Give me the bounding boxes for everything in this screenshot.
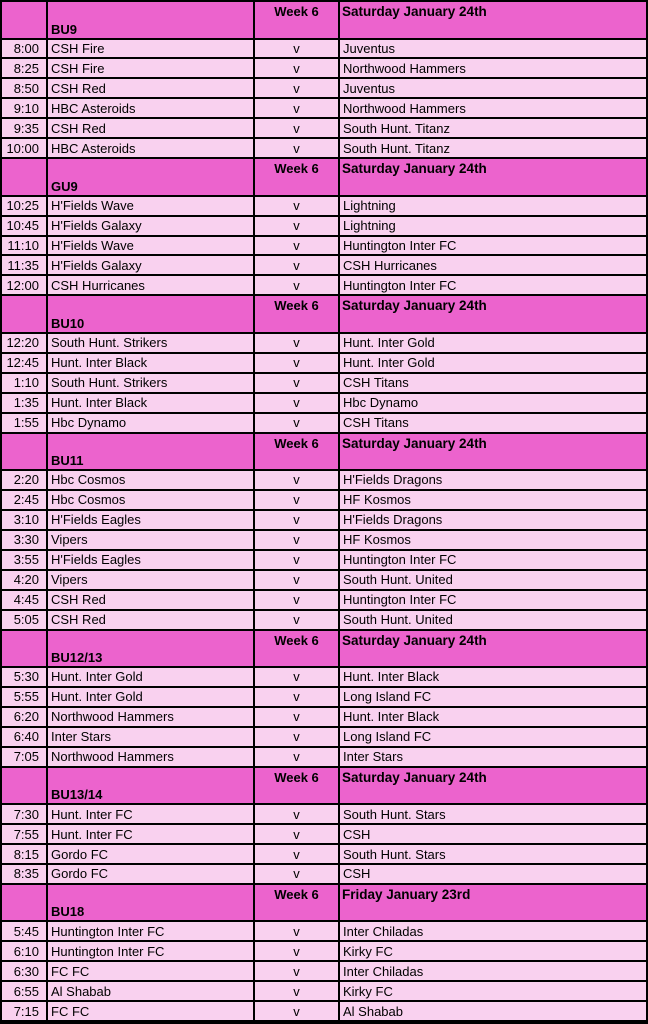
section-header-row xyxy=(2,631,646,669)
match-row xyxy=(2,354,646,374)
schedule-section xyxy=(2,2,646,159)
versus-label: v xyxy=(255,237,340,255)
match-row xyxy=(2,197,646,217)
schedule-section xyxy=(2,434,646,631)
header-empty-cell xyxy=(2,631,48,667)
home-team: FC FC xyxy=(48,962,255,980)
match-row xyxy=(2,139,646,159)
date-label: Friday January 23rd xyxy=(342,886,471,902)
versus-label: v xyxy=(255,571,340,589)
away-team: CSH xyxy=(343,826,371,842)
match-time: 7:05 xyxy=(2,748,48,766)
versus-label: v xyxy=(255,119,340,137)
week-label: Week 6 xyxy=(255,434,340,470)
match-row xyxy=(2,865,646,885)
versus-label: v xyxy=(255,354,340,372)
versus-label: v xyxy=(255,374,340,392)
away-team: CSH Titans xyxy=(343,375,409,391)
match-time: 5:05 xyxy=(2,611,48,629)
home-team: South Hunt. Strikers xyxy=(48,334,255,352)
away-team: Hunt. Inter Gold xyxy=(343,355,435,371)
versus-label: v xyxy=(255,79,340,97)
date-label: Saturday January 24th xyxy=(342,632,487,648)
match-time: 2:20 xyxy=(2,471,48,489)
versus-label: v xyxy=(255,611,340,629)
versus-label: v xyxy=(255,197,340,215)
match-row xyxy=(2,825,646,845)
away-team: South Hunt. United xyxy=(343,572,453,588)
match-row xyxy=(2,59,646,79)
match-row xyxy=(2,40,646,60)
versus-label: v xyxy=(255,99,340,117)
group-label: BU13/14 xyxy=(48,768,255,804)
group-label: BU18 xyxy=(48,885,255,921)
away-team: Lightning xyxy=(343,198,396,214)
match-time: 4:20 xyxy=(2,571,48,589)
away-team: HF Kosmos xyxy=(343,532,411,548)
home-team: Inter Stars xyxy=(48,728,255,746)
date-label: Saturday January 24th xyxy=(342,4,487,19)
home-team: H'Fields Wave xyxy=(48,197,255,215)
versus-label: v xyxy=(255,922,340,940)
home-team: Vipers xyxy=(48,531,255,549)
away-team: Huntington Inter FC xyxy=(343,277,457,293)
home-team: Hunt. Inter FC xyxy=(48,805,255,823)
week-label: Week 6 xyxy=(255,885,340,921)
versus-label: v xyxy=(255,551,340,569)
schedule-section xyxy=(2,159,646,296)
section-header-row xyxy=(2,296,646,334)
versus-label: v xyxy=(255,668,340,686)
match-time: 4:45 xyxy=(2,591,48,609)
match-row xyxy=(2,374,646,394)
group-label: BU10 xyxy=(48,296,255,332)
home-team: CSH Fire xyxy=(48,40,255,58)
versus-label: v xyxy=(255,40,340,58)
match-time: 8:35 xyxy=(2,865,48,883)
match-time: 8:50 xyxy=(2,79,48,97)
date-label: Saturday January 24th xyxy=(342,161,487,177)
home-team: H'Fields Eagles xyxy=(48,511,255,529)
versus-label: v xyxy=(255,139,340,157)
schedule-section xyxy=(2,885,646,1022)
match-row xyxy=(2,471,646,491)
match-time: 5:55 xyxy=(2,688,48,706)
away-team: South Hunt. United xyxy=(343,612,453,628)
date-label: Saturday January 24th xyxy=(342,298,487,314)
week-label: Week 6 xyxy=(255,296,340,332)
group-label: BU12/13 xyxy=(48,631,255,667)
match-row xyxy=(2,591,646,611)
versus-label: v xyxy=(255,276,340,294)
home-team: Gordo FC xyxy=(48,845,255,863)
group-label: GU9 xyxy=(48,159,255,195)
home-team: Hbc Cosmos xyxy=(48,471,255,489)
section-header-row xyxy=(2,885,646,923)
versus-label: v xyxy=(255,728,340,746)
away-team: Huntington Inter FC xyxy=(343,592,457,608)
away-team: Huntington Inter FC xyxy=(343,237,457,253)
home-team: Huntington Inter FC xyxy=(48,922,255,940)
match-row xyxy=(2,845,646,865)
versus-label: v xyxy=(255,982,340,1000)
versus-label: v xyxy=(255,825,340,843)
match-row xyxy=(2,668,646,688)
away-team: Hbc Dynamo xyxy=(343,395,419,411)
match-row xyxy=(2,276,646,296)
match-row xyxy=(2,79,646,99)
versus-label: v xyxy=(255,962,340,980)
home-team: FC FC xyxy=(48,1002,255,1020)
away-team: Lightning xyxy=(343,218,396,234)
match-row xyxy=(2,982,646,1002)
home-team: Northwood Hammers xyxy=(48,748,255,766)
away-team: H'Fields Dragons xyxy=(343,472,443,488)
match-row xyxy=(2,99,646,119)
versus-label: v xyxy=(255,688,340,706)
home-team: H'Fields Galaxy xyxy=(48,217,255,235)
home-team: Hunt. Inter Gold xyxy=(48,668,255,686)
match-row xyxy=(2,962,646,982)
home-team: HBC Asteroids xyxy=(48,139,255,157)
versus-label: v xyxy=(255,748,340,766)
match-time: 9:10 xyxy=(2,99,48,117)
section-header-row xyxy=(2,2,646,40)
group-label: BU11 xyxy=(48,434,255,470)
schedule-section xyxy=(2,768,646,885)
match-time: 5:45 xyxy=(2,922,48,940)
week-label: Week 6 xyxy=(255,631,340,667)
match-row xyxy=(2,414,646,434)
match-time: 10:00 xyxy=(2,139,48,157)
match-time: 5:30 xyxy=(2,668,48,686)
versus-label: v xyxy=(255,414,340,432)
versus-label: v xyxy=(255,865,340,883)
home-team: CSH Fire xyxy=(48,59,255,77)
week-label: Week 6 xyxy=(255,2,340,38)
week-label: Week 6 xyxy=(255,159,340,195)
match-time: 6:40 xyxy=(2,728,48,746)
match-time: 2:45 xyxy=(2,491,48,509)
home-team: HBC Asteroids xyxy=(48,99,255,117)
match-time: 1:35 xyxy=(2,394,48,412)
away-team: H'Fields Dragons xyxy=(343,512,443,528)
versus-label: v xyxy=(255,59,340,77)
versus-label: v xyxy=(255,491,340,509)
match-time: 6:20 xyxy=(2,708,48,726)
match-row xyxy=(2,1002,646,1022)
away-team: Hunt. Inter Black xyxy=(343,669,440,685)
home-team: Hunt. Inter Black xyxy=(48,394,255,412)
date-label: Saturday January 24th xyxy=(342,435,487,451)
home-team: CSH Red xyxy=(48,591,255,609)
match-time: 10:25 xyxy=(2,197,48,215)
match-time: 3:10 xyxy=(2,511,48,529)
match-time: 9:35 xyxy=(2,119,48,137)
home-team: Northwood Hammers xyxy=(48,708,255,726)
home-team: Hunt. Inter Black xyxy=(48,354,255,372)
away-team: Inter Chiladas xyxy=(343,923,424,939)
home-team: Huntington Inter FC xyxy=(48,942,255,960)
versus-label: v xyxy=(255,805,340,823)
match-row xyxy=(2,491,646,511)
away-team: South Hunt. Titanz xyxy=(343,120,450,136)
match-time: 8:00 xyxy=(2,40,48,58)
match-time: 6:10 xyxy=(2,942,48,960)
match-time: 12:00 xyxy=(2,276,48,294)
match-row xyxy=(2,551,646,571)
away-team: Hunt. Inter Black xyxy=(343,709,440,725)
match-row xyxy=(2,942,646,962)
away-team: Northwood Hammers xyxy=(343,60,466,76)
match-time: 1:10 xyxy=(2,374,48,392)
match-row xyxy=(2,708,646,728)
match-row xyxy=(2,748,646,768)
match-time: 7:15 xyxy=(2,1002,48,1020)
match-row xyxy=(2,531,646,551)
schedule-section xyxy=(2,631,646,768)
match-row xyxy=(2,611,646,631)
match-time: 3:55 xyxy=(2,551,48,569)
schedule-section xyxy=(2,296,646,433)
match-time: 12:45 xyxy=(2,354,48,372)
match-row xyxy=(2,119,646,139)
away-team: Long Island FC xyxy=(343,689,432,705)
match-time: 7:30 xyxy=(2,805,48,823)
match-time: 8:25 xyxy=(2,59,48,77)
home-team: South Hunt. Strikers xyxy=(48,374,255,392)
away-team: Northwood Hammers xyxy=(343,100,466,116)
match-time: 6:30 xyxy=(2,962,48,980)
match-time: 7:55 xyxy=(2,825,48,843)
home-team: Hbc Cosmos xyxy=(48,491,255,509)
away-team: CSH Titans xyxy=(343,415,409,431)
away-team: Al Shabab xyxy=(343,1003,403,1019)
match-row xyxy=(2,334,646,354)
match-time: 1:55 xyxy=(2,414,48,432)
away-team: South Hunt. Titanz xyxy=(343,140,450,156)
match-time: 8:15 xyxy=(2,845,48,863)
away-team: CSH Hurricanes xyxy=(343,257,437,273)
match-time: 10:45 xyxy=(2,217,48,235)
home-team: Hunt. Inter Gold xyxy=(48,688,255,706)
match-row xyxy=(2,805,646,825)
home-team: CSH Red xyxy=(48,611,255,629)
away-team: Kirky FC xyxy=(343,983,393,999)
home-team: Gordo FC xyxy=(48,865,255,883)
away-team: Huntington Inter FC xyxy=(343,552,457,568)
home-team: CSH Red xyxy=(48,119,255,137)
away-team: Juventus xyxy=(343,80,396,96)
away-team: Inter Stars xyxy=(343,749,403,765)
match-row xyxy=(2,922,646,942)
header-empty-cell xyxy=(2,159,48,195)
versus-label: v xyxy=(255,217,340,235)
versus-label: v xyxy=(255,531,340,549)
versus-label: v xyxy=(255,471,340,489)
home-team: H'Fields Galaxy xyxy=(48,256,255,274)
home-team: CSH Red xyxy=(48,79,255,97)
versus-label: v xyxy=(255,1002,340,1020)
away-team: CSH xyxy=(343,866,371,882)
match-row xyxy=(2,256,646,276)
match-time: 3:30 xyxy=(2,531,48,549)
away-team: Inter Chiladas xyxy=(343,963,424,979)
match-row xyxy=(2,688,646,708)
home-team: H'Fields Wave xyxy=(48,237,255,255)
match-row xyxy=(2,728,646,748)
away-team: South Hunt. Stars xyxy=(343,806,446,822)
away-team: HF Kosmos xyxy=(343,492,411,508)
match-time: 11:10 xyxy=(2,237,48,255)
versus-label: v xyxy=(255,511,340,529)
away-team: Juventus xyxy=(343,40,396,56)
versus-label: v xyxy=(255,591,340,609)
match-row xyxy=(2,511,646,531)
versus-label: v xyxy=(255,942,340,960)
home-team: CSH Hurricanes xyxy=(48,276,255,294)
header-empty-cell xyxy=(2,434,48,470)
section-header-row xyxy=(2,768,646,806)
match-row xyxy=(2,571,646,591)
away-team: South Hunt. Stars xyxy=(343,846,446,862)
home-team: Vipers xyxy=(48,571,255,589)
header-empty-cell xyxy=(2,768,48,804)
versus-label: v xyxy=(255,845,340,863)
match-time: 12:20 xyxy=(2,334,48,352)
section-header-row xyxy=(2,159,646,197)
home-team: Al Shabab xyxy=(48,982,255,1000)
header-empty-cell xyxy=(2,2,48,38)
group-label: BU9 xyxy=(48,2,255,38)
away-team: Hunt. Inter Gold xyxy=(343,335,435,351)
match-time: 11:35 xyxy=(2,256,48,274)
home-team: Hbc Dynamo xyxy=(48,414,255,432)
home-team: Hunt. Inter FC xyxy=(48,825,255,843)
header-empty-cell xyxy=(2,296,48,332)
away-team: Long Island FC xyxy=(343,729,432,745)
match-time: 6:55 xyxy=(2,982,48,1000)
home-team: H'Fields Eagles xyxy=(48,551,255,569)
versus-label: v xyxy=(255,334,340,352)
match-row xyxy=(2,394,646,414)
away-team: Kirky FC xyxy=(343,943,393,959)
versus-label: v xyxy=(255,394,340,412)
week-label: Week 6 xyxy=(255,768,340,804)
header-empty-cell xyxy=(2,885,48,921)
date-label: Saturday January 24th xyxy=(342,769,487,785)
versus-label: v xyxy=(255,708,340,726)
section-header-row xyxy=(2,434,646,472)
match-row xyxy=(2,217,646,237)
versus-label: v xyxy=(255,256,340,274)
match-row xyxy=(2,237,646,257)
